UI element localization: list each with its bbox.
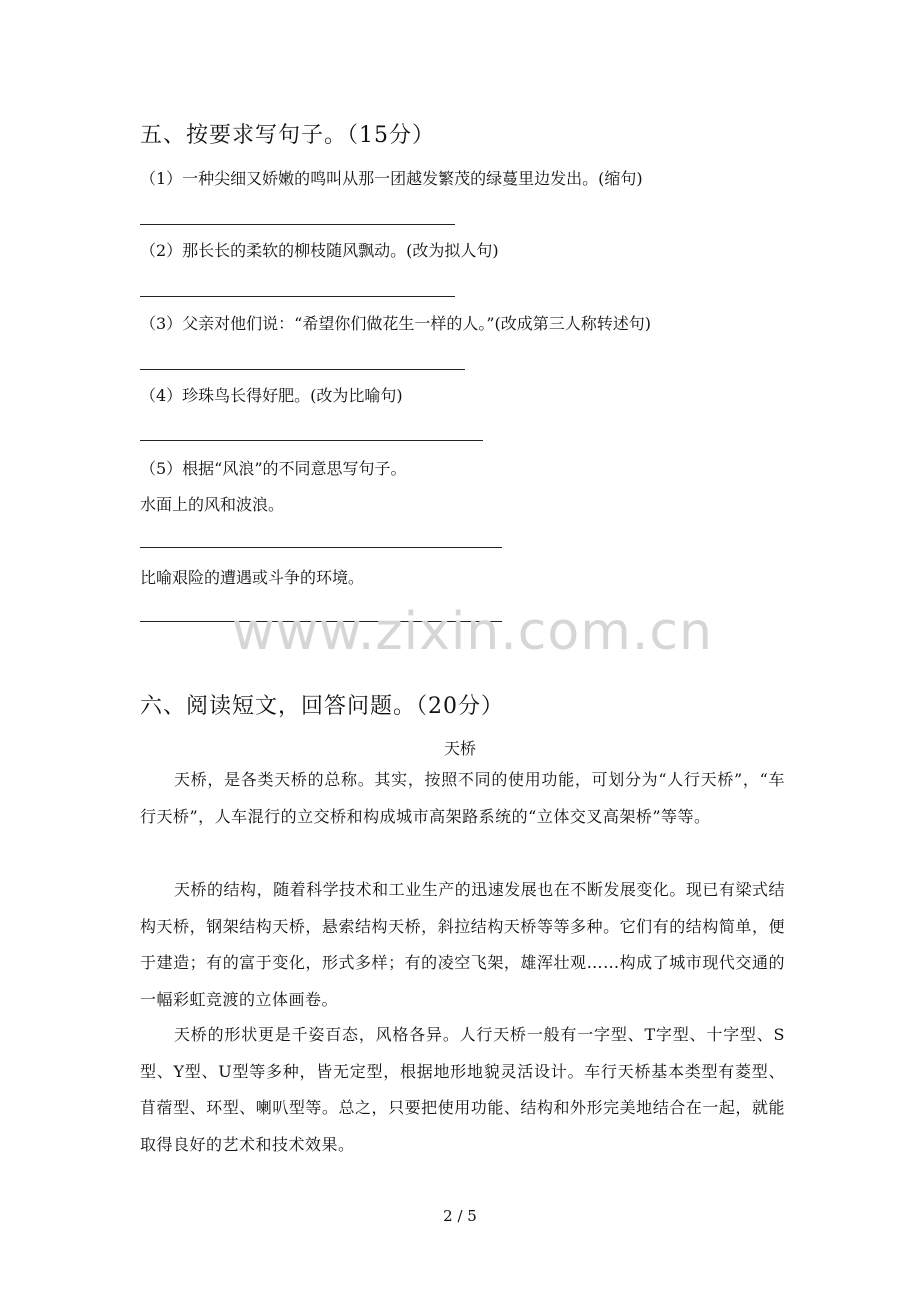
- question-5: （5）根据“风浪”的不同意思写句子。: [140, 459, 407, 478]
- answer-line-3: [140, 369, 465, 370]
- section-5-heading: 五、按要求写句子。（15分）: [140, 123, 435, 148]
- question-3: （3）父亲对他们说：“希望你们做花生一样的人。”(改成第三人称转述句): [140, 314, 652, 333]
- meaning-2: 比喻艰险的遭遇或斗争的环境。: [140, 568, 365, 587]
- passage-paragraph-3: 天桥的形状更是千姿百态，风格各异。人行天桥一般有一字型、T字型、十字型、S型、Y型、U型等多种，皆无定型，根据地形地貌灵活设计。车行天桥基本类型有菱型、苜蓿型、环型、喇叭型等。总之，只要把使用功能、结构和外形完美地结合在一起，就能取得良好的艺术和技术效果。: [140, 1025, 785, 1154]
- answer-line-2: [140, 296, 455, 297]
- answer-line-5a: [140, 547, 502, 548]
- question-4: （4）珍珠鸟长得好肥。(改为比喻句): [140, 386, 403, 405]
- section-6-heading: 六、阅读短文，回答问题。（20分）: [140, 694, 504, 719]
- question-1: （1）一种尖细又娇嫩的鸣叫从那一团越发繁茂的绿蔓里边发出。(缩句): [140, 169, 643, 188]
- watermark: www.zixin.com.cn: [232, 602, 713, 662]
- page-number: 2 / 5: [443, 1207, 477, 1225]
- passage-paragraph-2: 天桥的结构，随着科学技术和工业生产的迅速发展也在不断发展变化。现已有梁式结构天桥，钢架结构天桥，悬索结构天桥，斜拉结构天桥等等多种。它们有的结构简单，便于建造；有的富于变化，形式多样；有的凌空飞架，雄浑壮观……构成了城市现代交通的一幅彩虹竞渡的立体画卷。: [140, 880, 785, 1009]
- answer-line-1: [140, 224, 455, 225]
- answer-line-4: [140, 440, 483, 441]
- meaning-1: 水面上的风和波浪。: [140, 495, 285, 514]
- passage-title: 天桥: [443, 739, 476, 758]
- question-2: （2）那长长的柔软的柳枝随风飘动。(改为拟人句): [140, 241, 499, 260]
- passage-paragraph-1: 天桥，是各类天桥的总称。其实，按照不同的使用功能，可划分为“人行天桥”，“车行天桥”，人车混行的立交桥和构成城市高架路系统的“立体交叉高架桥”等等。: [140, 770, 785, 826]
